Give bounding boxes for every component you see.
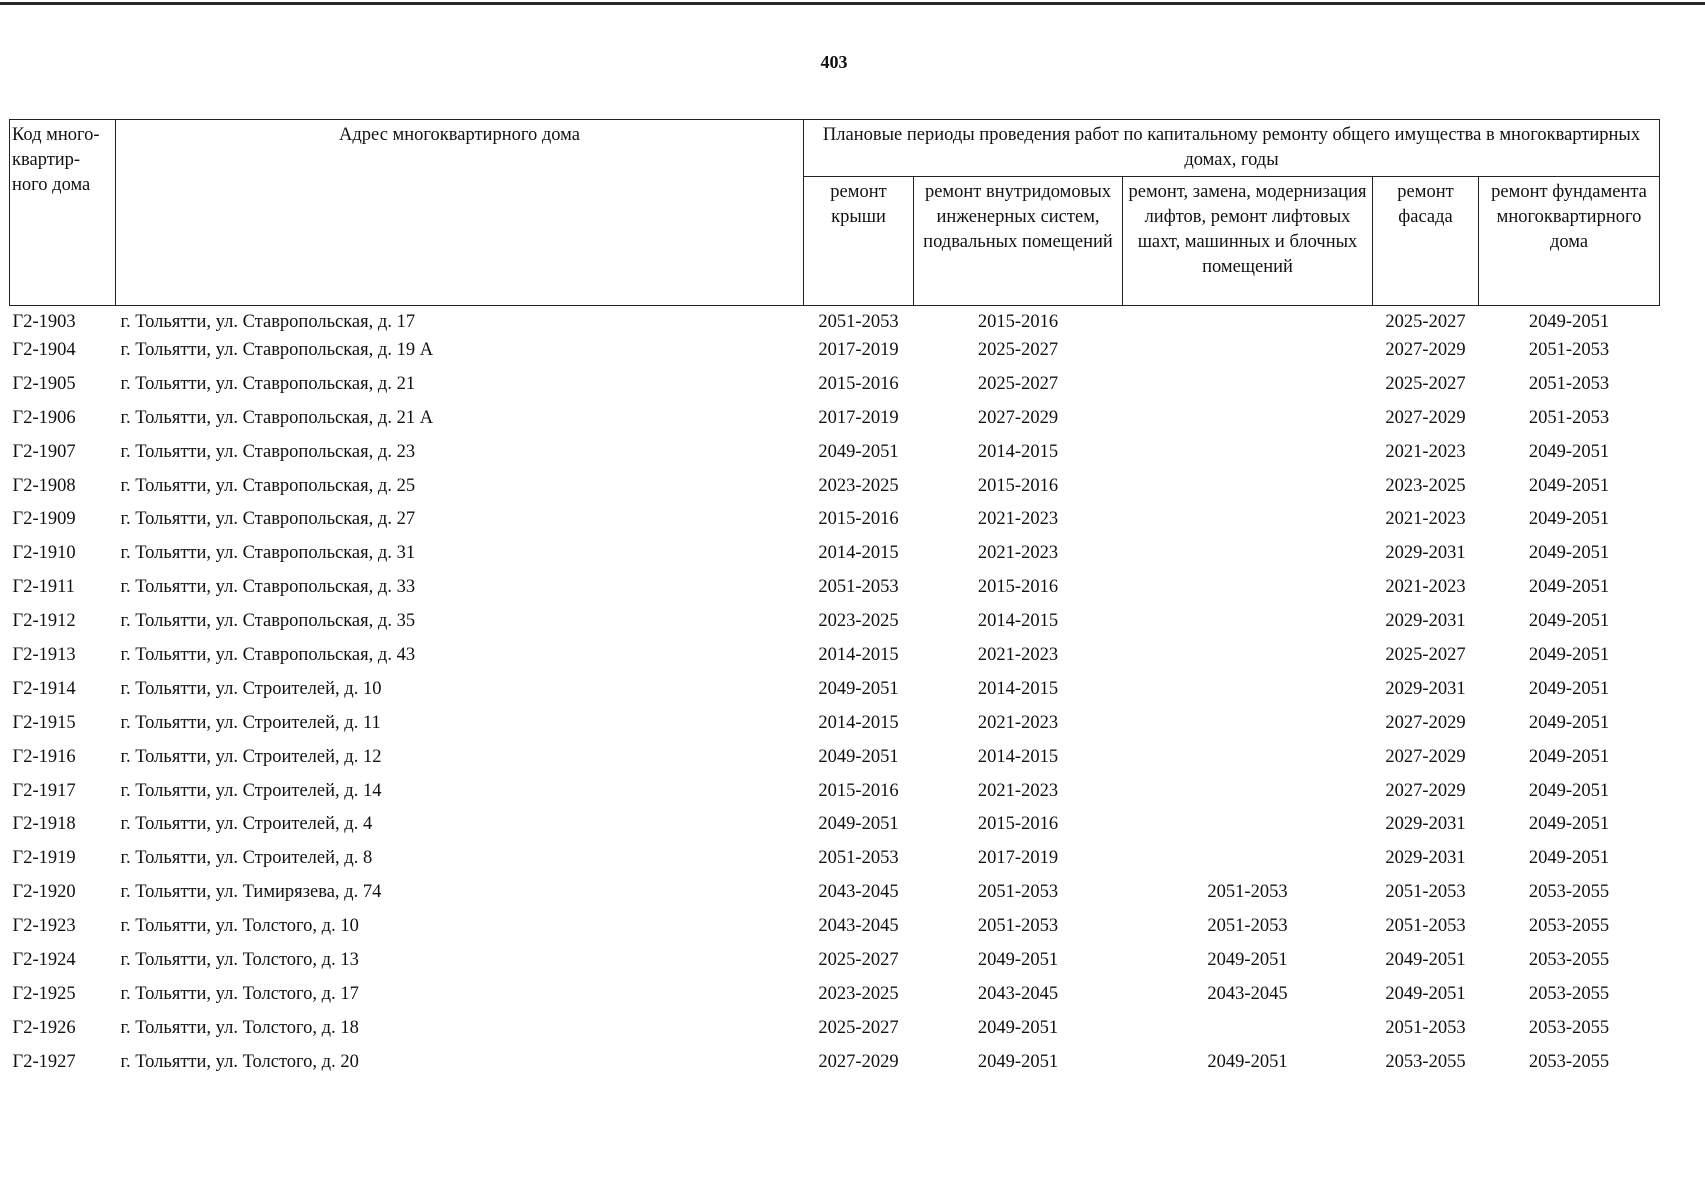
cell-lifts — [1123, 713, 1373, 747]
table-row — [10, 577, 1660, 611]
cell-lifts — [1123, 1018, 1373, 1052]
cell-lifts: 2051-2053 — [1207, 882, 1288, 903]
cell-facade: 2049-2051 — [1385, 983, 1466, 1004]
header-roof: ремонт крыши — [804, 177, 914, 306]
cell-code: Г2-1913 — [12, 645, 76, 666]
cell-code: Г2-1914 — [12, 678, 76, 699]
cell-lifts — [1123, 306, 1373, 341]
cell-foundation: 2049-2051 — [1528, 712, 1610, 733]
cell-roof: 2017-2019 — [818, 340, 899, 360]
table-row — [10, 476, 1660, 510]
cell-lifts — [1123, 645, 1373, 679]
cell-foundation: 2051-2053 — [1528, 373, 1610, 394]
cell-foundation: 2049-2051 — [1528, 509, 1610, 530]
header-facade: ремонт фасада — [1373, 177, 1479, 306]
cell-engineering: 2027-2029 — [977, 407, 1059, 428]
table-row — [10, 509, 1660, 543]
cell-code: Г2-1910 — [12, 543, 76, 564]
cell-lifts: 2043-2045 — [1207, 983, 1288, 1004]
cell-roof: 2017-2019 — [818, 407, 899, 428]
cell-address: г. Тольятти, ул. Ставропольская, д. 19 А — [120, 340, 434, 360]
cell-lifts — [1123, 374, 1373, 408]
cell-lifts — [1123, 340, 1373, 374]
cell-roof: 2025-2027 — [818, 950, 899, 971]
cell-lifts — [1123, 747, 1373, 781]
repair-plan-table — [9, 119, 1660, 1086]
table-row — [10, 645, 1660, 679]
header-periods-group: Плановые периоды проведения работ по капитальному ремонту общего имущества в многоквартирных домах, годы — [804, 120, 1660, 177]
cell-foundation: 2053-2055 — [1528, 916, 1610, 937]
cell-foundation: 2049-2051 — [1528, 611, 1610, 632]
cell-facade: 2029-2031 — [1385, 848, 1466, 869]
cell-facade: 2027-2029 — [1385, 340, 1466, 360]
table-row — [10, 781, 1660, 815]
cell-address: г. Тольятти, ул. Тимирязева, д. 74 — [120, 882, 382, 903]
cell-code: Г2-1925 — [12, 983, 76, 1004]
table-row — [10, 848, 1660, 882]
cell-foundation: 2049-2051 — [1528, 780, 1610, 801]
cell-engineering: 2051-2053 — [977, 882, 1059, 903]
cell-address: г. Тольятти, ул. Строителей, д. 4 — [120, 814, 373, 835]
cell-lifts: 2051-2053 — [1207, 916, 1288, 937]
cell-lifts — [1123, 814, 1373, 848]
table-row — [10, 950, 1660, 984]
cell-foundation: 2049-2051 — [1528, 746, 1610, 767]
cell-facade: 2029-2031 — [1385, 678, 1466, 699]
table-row — [10, 374, 1660, 408]
cell-facade: 2053-2055 — [1385, 1051, 1466, 1072]
cell-address: г. Тольятти, ул. Толстого, д. 10 — [120, 916, 359, 937]
cell-foundation: 2049-2051 — [1528, 678, 1610, 699]
cell-roof: 2014-2015 — [818, 712, 899, 733]
cell-engineering: 2015-2016 — [977, 312, 1059, 332]
cell-address: г. Тольятти, ул. Толстого, д. 13 — [120, 950, 359, 971]
cell-foundation: 2049-2051 — [1528, 475, 1610, 496]
table-row — [10, 882, 1660, 916]
table-row — [10, 679, 1660, 713]
cell-engineering: 2025-2027 — [977, 373, 1059, 394]
cell-engineering: 2014-2015 — [977, 441, 1059, 462]
cell-foundation: 2051-2053 — [1528, 340, 1610, 360]
cell-roof: 2049-2051 — [818, 814, 899, 835]
page-number: 403 — [820, 52, 848, 72]
cell-foundation: 2051-2053 — [1528, 407, 1610, 428]
cell-engineering: 2014-2015 — [977, 678, 1059, 699]
table-row — [10, 984, 1660, 1018]
cell-code: Г2-1927 — [12, 1051, 76, 1072]
cell-engineering: 2014-2015 — [977, 746, 1059, 767]
cell-lifts — [1123, 408, 1373, 442]
cell-lifts — [1123, 577, 1373, 611]
cell-address: г. Тольятти, ул. Ставропольская, д. 27 — [120, 509, 416, 530]
cell-address: г. Тольятти, ул. Строителей, д. 11 — [120, 712, 381, 733]
cell-address: г. Тольятти, ул. Ставропольская, д. 33 — [120, 577, 416, 598]
cell-engineering: 2015-2016 — [977, 577, 1059, 598]
cell-roof: 2027-2029 — [818, 1051, 899, 1072]
cell-foundation: 2049-2051 — [1528, 577, 1610, 598]
cell-roof: 2015-2016 — [818, 780, 899, 801]
cell-lifts — [1123, 781, 1373, 815]
cell-address: г. Тольятти, ул. Ставропольская, д. 23 — [120, 441, 416, 462]
cell-roof: 2023-2025 — [818, 611, 899, 632]
cell-address: г. Тольятти, ул. Строителей, д. 10 — [120, 678, 382, 699]
cell-roof: 2025-2027 — [818, 1017, 899, 1038]
cell-lifts: 2049-2051 — [1207, 1051, 1288, 1072]
cell-engineering: 2025-2027 — [977, 340, 1059, 360]
cell-facade: 2027-2029 — [1385, 712, 1466, 733]
table-row — [10, 543, 1660, 577]
cell-facade: 2029-2031 — [1385, 543, 1466, 564]
cell-engineering: 2043-2045 — [977, 983, 1059, 1004]
cell-engineering: 2049-2051 — [977, 950, 1059, 971]
cell-lifts — [1123, 611, 1373, 645]
cell-code: Г2-1924 — [12, 950, 76, 971]
cell-roof: 2043-2045 — [818, 916, 899, 937]
table-row — [10, 1018, 1660, 1052]
cell-facade: 2051-2053 — [1385, 1017, 1466, 1038]
cell-facade: 2049-2051 — [1385, 950, 1466, 971]
cell-foundation: 2049-2051 — [1528, 543, 1610, 564]
cell-facade: 2029-2031 — [1385, 814, 1466, 835]
cell-foundation: 2053-2055 — [1528, 983, 1610, 1004]
table-row — [10, 814, 1660, 848]
cell-facade: 2023-2025 — [1385, 475, 1466, 496]
cell-address: г. Тольятти, ул. Толстого, д. 20 — [120, 1051, 359, 1072]
cell-foundation: 2053-2055 — [1528, 1017, 1610, 1038]
cell-roof: 2051-2053 — [818, 848, 899, 869]
cell-foundation: 2053-2055 — [1528, 950, 1610, 971]
cell-code: Г2-1926 — [12, 1017, 76, 1038]
cell-code: Г2-1919 — [12, 848, 76, 869]
cell-roof: 2049-2051 — [818, 746, 899, 767]
cell-address: г. Тольятти, ул. Толстого, д. 18 — [120, 1017, 359, 1038]
cell-address: г. Тольятти, ул. Ставропольская, д. 17 — [120, 312, 416, 332]
cell-foundation: 2053-2055 — [1528, 882, 1610, 903]
cell-address: г. Тольятти, ул. Ставропольская, д. 31 — [120, 543, 416, 564]
cell-code: Г2-1907 — [12, 441, 76, 462]
cell-facade: 2051-2053 — [1385, 882, 1466, 903]
cell-foundation: 2049-2051 — [1528, 814, 1610, 835]
table-header — [10, 120, 1660, 306]
cell-engineering: 2021-2023 — [977, 645, 1059, 666]
cell-address: г. Тольятти, ул. Строителей, д. 12 — [120, 746, 382, 767]
cell-engineering: 2014-2015 — [977, 611, 1059, 632]
cell-roof: 2014-2015 — [818, 543, 899, 564]
cell-roof: 2015-2016 — [818, 509, 899, 530]
cell-engineering: 2015-2016 — [977, 475, 1059, 496]
cell-lifts — [1123, 679, 1373, 713]
cell-code: Г2-1915 — [12, 712, 76, 733]
table-row — [10, 306, 1660, 341]
cell-lifts — [1123, 543, 1373, 577]
cell-foundation: 2049-2051 — [1528, 848, 1610, 869]
cell-engineering: 2015-2016 — [977, 814, 1059, 835]
cell-address: г. Тольятти, ул. Ставропольская, д. 21 А — [120, 407, 434, 428]
header-engineering: ремонт внутридомовых инженерных систем, подвальных помещений — [914, 177, 1123, 306]
cell-lifts — [1123, 476, 1373, 510]
cell-foundation: 2053-2055 — [1528, 1051, 1610, 1072]
cell-code: Г2-1912 — [12, 611, 76, 632]
cell-facade: 2027-2029 — [1385, 407, 1466, 428]
table-body — [10, 306, 1660, 1086]
header-code: Код много-квартир-ного дома — [10, 120, 116, 306]
cell-code: Г2-1920 — [12, 882, 76, 903]
cell-code: Г2-1905 — [12, 373, 76, 394]
table-row — [10, 340, 1660, 374]
cell-address: г. Тольятти, ул. Ставропольская, д. 35 — [120, 611, 416, 632]
cell-facade: 2021-2023 — [1385, 577, 1466, 598]
cell-facade: 2021-2023 — [1385, 441, 1466, 462]
cell-roof: 2051-2053 — [818, 577, 899, 598]
cell-facade: 2051-2053 — [1385, 916, 1466, 937]
cell-address: г. Тольятти, ул. Толстого, д. 17 — [120, 983, 359, 1004]
cell-roof: 2023-2025 — [818, 983, 899, 1004]
cell-facade: 2025-2027 — [1385, 312, 1466, 332]
cell-roof: 2023-2025 — [818, 475, 899, 496]
cell-address: г. Тольятти, ул. Ставропольская, д. 21 — [120, 373, 416, 394]
cell-engineering: 2049-2051 — [977, 1051, 1059, 1072]
cell-roof: 2049-2051 — [818, 678, 899, 699]
header-foundation: ремонт фундамента многоквартирного дома — [1479, 177, 1660, 306]
cell-address: г. Тольятти, ул. Строителей, д. 8 — [120, 848, 373, 869]
cell-roof: 2051-2053 — [818, 312, 899, 332]
cell-facade: 2025-2027 — [1385, 373, 1466, 394]
cell-code: Г2-1903 — [12, 312, 76, 332]
cell-roof: 2043-2045 — [818, 882, 899, 903]
cell-address: г. Тольятти, ул. Ставропольская, д. 25 — [120, 475, 416, 496]
cell-lifts — [1123, 848, 1373, 882]
table-row — [10, 1052, 1660, 1086]
cell-address: г. Тольятти, ул. Строителей, д. 14 — [120, 780, 382, 801]
table-row — [10, 442, 1660, 476]
cell-roof: 2049-2051 — [818, 441, 899, 462]
cell-engineering: 2021-2023 — [977, 712, 1059, 733]
cell-code: Г2-1911 — [12, 577, 75, 598]
top-rule — [0, 2, 1705, 5]
cell-foundation: 2049-2051 — [1528, 441, 1610, 462]
cell-code: Г2-1909 — [12, 509, 76, 530]
cell-facade: 2027-2029 — [1385, 746, 1466, 767]
cell-engineering: 2049-2051 — [977, 1017, 1059, 1038]
cell-code: Г2-1923 — [12, 916, 76, 937]
header-lifts: ремонт, замена, модернизация лифтов, ремонт лифтовых шахт, машинных и блочных помещений — [1123, 177, 1373, 306]
table-row — [10, 408, 1660, 442]
table-row — [10, 916, 1660, 950]
cell-engineering: 2021-2023 — [977, 780, 1059, 801]
cell-lifts — [1123, 442, 1373, 476]
cell-roof: 2014-2015 — [818, 645, 899, 666]
cell-roof: 2015-2016 — [818, 373, 899, 394]
cell-facade: 2029-2031 — [1385, 611, 1466, 632]
cell-foundation: 2049-2051 — [1528, 645, 1610, 666]
cell-lifts — [1123, 509, 1373, 543]
cell-code: Г2-1916 — [12, 746, 76, 767]
cell-engineering: 2017-2019 — [977, 848, 1059, 869]
cell-foundation: 2049-2051 — [1528, 312, 1610, 332]
cell-code: Г2-1908 — [12, 475, 76, 496]
cell-engineering: 2021-2023 — [977, 543, 1059, 564]
table-row — [10, 747, 1660, 781]
cell-facade: 2021-2023 — [1385, 509, 1466, 530]
cell-lifts: 2049-2051 — [1207, 950, 1288, 971]
header-address: Адрес многоквартирного дома — [116, 120, 804, 306]
cell-code: Г2-1917 — [12, 780, 76, 801]
cell-code: Г2-1904 — [12, 340, 76, 360]
cell-engineering: 2051-2053 — [977, 916, 1059, 937]
table-row — [10, 611, 1660, 645]
cell-code: Г2-1918 — [12, 814, 76, 835]
cell-engineering: 2021-2023 — [977, 509, 1059, 530]
cell-facade: 2025-2027 — [1385, 645, 1466, 666]
cell-code: Г2-1906 — [12, 407, 76, 428]
cell-facade: 2027-2029 — [1385, 780, 1466, 801]
table-row — [10, 713, 1660, 747]
cell-address: г. Тольятти, ул. Ставропольская, д. 43 — [120, 645, 416, 666]
